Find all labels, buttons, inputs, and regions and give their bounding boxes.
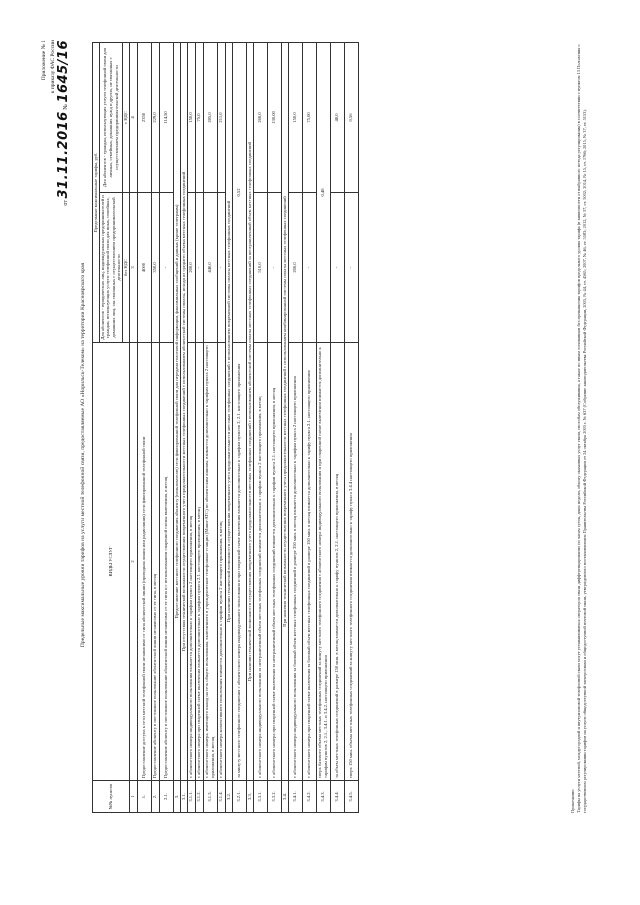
header-num: №№ пунктов xyxy=(93,781,130,813)
row-number: 2. xyxy=(151,781,159,813)
table-row xyxy=(232,43,246,813)
row-number: 3.4.1. xyxy=(288,781,302,813)
index-cell: 1 xyxy=(129,781,137,813)
section-heading: При наличии технической возможности осуществления повременного учета продолжительности местных телефонных соединений с использованием повременной системы оплаты местных телефонных соединений xyxy=(225,43,232,781)
tariff-citizens: 75,00 xyxy=(302,43,316,193)
row-number: 3.1.1. xyxy=(187,781,195,813)
section-heading: При отсутствии технической возможности осуществления повременного учета продолжительности местных телефонных соединений с использованием абонентской системы оплаты, исходя из среднего объема местных телефонных соединений xyxy=(180,43,187,781)
row-number: 2.1. xyxy=(159,781,173,813)
table-row xyxy=(217,43,225,813)
table-row xyxy=(330,43,344,813)
row-number: 3.2.1. xyxy=(232,781,246,813)
header-legal: Для абонентов - юридических лиц, индивидуальных предпринимателей и граждан, использующих услуги телефонной связи для иных, семейных, домашних лиц, так связанных с осуществлением предпринимательской деятельности xyxy=(99,193,122,343)
tariff-table xyxy=(92,42,359,813)
row-number: 3.1.4. xyxy=(217,781,225,813)
service-description: сверх 150 мин. объема местных телефонных соединений за минуту местного телефонного соединения взимается дополнительно к тарифу пункта 3.4.4 настоящего приложения xyxy=(344,343,358,781)
index-cell: 2 xyxy=(129,343,137,781)
tariff-legal: - xyxy=(302,193,316,343)
service-description: за объем местных телефонных соединений в размере 150 мин. в месяц взимается дополнительно к тарифу пунктов 2, 2.1. настоящего приложения, в месяц xyxy=(330,343,344,781)
table-row xyxy=(159,43,173,813)
tariff-citizens: 48,0 xyxy=(330,43,344,193)
handwritten-number: 1645/16 xyxy=(56,40,71,103)
service-description: с абонентского номера, имеющего выход на сеть общего пользования, включенного в учрежденческие телефонные станции (Мини-АТС) по абонентским линиям, взимается дополнительно к тарифам пункта 2 настоящего приложения, в месяц xyxy=(203,343,217,781)
tariff-legal: - xyxy=(344,193,358,343)
header-citizens: Для абонентов - граждан, использующих услуги телефонной связи для личных, семейных, домашних нужд и других, не связанных с осуществлением предпринимательской деятельности xyxy=(99,43,122,193)
row-number: 1. xyxy=(137,781,151,813)
table-body xyxy=(137,43,358,813)
table-row xyxy=(203,43,217,813)
service-description: с абонентского номера индивидуального пользования взимается дополнительно к тарифам пункта 2 настоящего приложения, в месяц xyxy=(187,343,195,781)
service-description: Предоставление доступа к сети местной телефонной связи независимо от типа абонентской линии (проводная линия или радиолиния) сети фиксированной телефонной связи xyxy=(137,343,151,781)
header-service: ВИДЫ УСЛУГ xyxy=(93,343,130,781)
index-cell: 3 xyxy=(129,193,137,343)
tariff-citizens: 130,00 xyxy=(267,43,281,193)
annex-date-number xyxy=(56,40,71,206)
row-number: 3. xyxy=(173,781,180,813)
tariff-legal: 200,0 xyxy=(288,193,302,343)
header-tariffs-group: Предельные максимальные тарифы, руб. xyxy=(93,43,100,343)
annex-order-ref: к приказу ФАС России xyxy=(50,40,56,94)
row-number: 3.3.1. xyxy=(253,781,267,813)
service-description: с абонентского номера индивидуального пользования за базовый объем местных телефонных соединений в размере 350 мин. в месяц взимается дополнительно к тарифам пункта 2 настоящего приложения xyxy=(288,343,302,781)
index-cell: 4 xyxy=(129,43,137,193)
number-prefix: № xyxy=(63,104,69,110)
tariff-citizens: 2350 xyxy=(137,43,151,193)
service-description: с абонентского номера при спаренной схеме включения за неограниченный объем местных телефонных соединений взимается дополнительно к тарифам пункта 2.1. настоящего приложения, в месяц xyxy=(267,343,281,781)
tariff-legal: 440,0 xyxy=(203,193,217,343)
service-description: с абонентского номера при спаренной схеме включения взимается дополнительно к тарифам пункта 2.1. настоящего приложения, в месяц xyxy=(195,343,203,781)
tariff-legal: - xyxy=(195,193,203,343)
table-row xyxy=(281,43,288,813)
table-row xyxy=(195,43,203,813)
tariff-legal: 350,0 xyxy=(151,193,159,343)
tariff-legal: - xyxy=(217,193,225,343)
notes-label: Примечание: xyxy=(570,788,575,813)
tariff-merged: 0,52 xyxy=(232,43,246,343)
annex-label: Приложение № 1 xyxy=(41,40,47,81)
table-row xyxy=(151,43,159,813)
tariff-citizens: 150,0 xyxy=(187,43,195,193)
header-no-vat: без НДС xyxy=(122,193,129,343)
tariff-legal: 510,0 xyxy=(253,193,267,343)
row-number: 3.2. xyxy=(225,781,232,813)
row-number: 3.1.2. xyxy=(195,781,203,813)
tariff-legal: - xyxy=(267,193,281,343)
tariff-legal: - xyxy=(330,193,344,343)
service-description: с абонентского номера коллективного пользования взимается дополнительно к тарифам пункта 2 настоящего приложения, в месяц xyxy=(217,343,225,781)
table-row xyxy=(187,43,195,813)
row-number: 3.4.3. xyxy=(316,781,330,813)
date-prefix: от xyxy=(63,200,69,206)
table-row xyxy=(225,43,232,813)
row-number: 3.3.2. xyxy=(267,781,281,813)
header-with-vat: с НДС xyxy=(122,43,129,193)
tariff-merged: 0,48 xyxy=(316,43,330,343)
service-description: с абонентского номера индивидуального пользования за неограниченный объем местных телефонных соединений взимается дополнительно к тарифам пункта 2 настоящего приложения, в месяц xyxy=(253,343,267,781)
table-row xyxy=(137,43,151,813)
section-heading: Предоставление местного телефонного соединения абоненту (пользователю) сети фиксированной телефонной связи для передачи голосовой информации, факсимильных сообщений и данных (кроме телеграмм) xyxy=(173,43,180,781)
table-row xyxy=(267,43,281,813)
row-number: 3.4.2. xyxy=(302,781,316,813)
table-row xyxy=(173,43,180,813)
row-number: 3.3. xyxy=(246,781,253,813)
notes xyxy=(570,43,588,813)
table-row xyxy=(246,43,253,813)
service-description: сверх базового объема местных телефонных соединений за минуту местного телефонного соединения с абонентского номера индивидуального пользования и при спаренной схеме включения взимается дополнительно к тарифам пунктов 2, 2.1., 3.4.1. и 3.4.2. настоящего приложения xyxy=(316,343,330,781)
row-number: 3.4.5. xyxy=(344,781,358,813)
tariff-legal: - xyxy=(159,193,173,343)
handwritten-date: 31.11.2016 xyxy=(56,111,71,199)
tariff-citizens: 75,0 xyxy=(195,43,203,193)
tariff-citizens: 285,0 xyxy=(203,43,217,193)
table-row xyxy=(316,43,330,813)
service-description: с абонентского номера при спаренной схеме включения за базовый объем местных телефонных соединений в размере 150 мин. в месяц взимается дополнительно к тарифу пункта 2.1. настоящего приложения xyxy=(302,343,316,781)
row-number: 3.4.4. xyxy=(330,781,344,813)
table-row xyxy=(302,43,316,813)
service-description: Предоставление абоненту в постоянное пользование абонентской линии независимо от ее типа и с использованием спаренной схемы включения, в месяц xyxy=(159,343,173,781)
row-number: 3.1.3. xyxy=(203,781,217,813)
section-heading: При наличии технической возможности осуществления повременного учета продолжительности местных телефонных соединений с использованием комбинированной системы оплаты местных телефонных соединений xyxy=(281,43,288,781)
tariff-legal: 4000 xyxy=(137,193,151,343)
tariff-citizens: 211,0 xyxy=(217,43,225,193)
tariff-citizens: 150,0 xyxy=(288,43,302,193)
document-title: Предельные максимальные уровни тарифов на услуги местной телефонной связи, предоставляемые АО «Норильск-Телеком» на территории Красноярского края xyxy=(80,262,86,648)
table-row xyxy=(253,43,267,813)
tariff-citizens: 229,0 xyxy=(151,43,159,193)
row-number: 3.1. xyxy=(180,781,187,813)
service-description: за минуту местного телефонного соединения с абонентского номера индивидуального пользования и при спаренной схеме включения взимается дополнительно к тарифам пунктов 2, 2.1. настоящего приложения xyxy=(232,343,246,781)
table-row xyxy=(344,43,358,813)
table-row xyxy=(180,43,187,813)
tariff-citizens: 260,0 xyxy=(253,43,267,193)
service-description: Предоставление абоненту в постоянное пользование абонентской линии независимо от ее типа, в месяц xyxy=(151,343,159,781)
row-number: 3.4. xyxy=(281,781,288,813)
notes-text: Тарифы на услуги местной, междугородной и внутризоновой телефонной связи могут устанавливаться оператором связи дифференцированно по часам суток, дням недели, объему оказанных услуг связи, способам обслуживания, а также по иным основаниям без превышения тарифов предельного уровня тарифа (в зависимости от выбранного метода регулирования) в соответствии с пунктом 13 Положения о государственном регулировании тарифов на услуги общедоступной электросвязи и общедоступной почтовой связи, утвержденного постановлением Правительства Российской Федерации от 24 октября 2005 г. № 637 (Собрание законодательства Российской Федерации, 2005, № 44, ст. 4565; 2007, № 46, ст. 5583; 2012, № 37, ст. 5002; 2014, № 15, ст. 1766; 2015, № 37, ст. 5153). xyxy=(576,44,587,813)
section-heading: При наличии технической возможности осуществления повременного учета продолжительности местных телефонных соединений с использованием абонентской системы оплаты местных телефонных соединений за неограниченный объем местных телефонных соединений xyxy=(246,43,253,781)
tariff-citizens: 0,56 xyxy=(344,43,358,193)
tariff-citizens: 114,50 xyxy=(159,43,173,193)
tariff-legal: 200,0 xyxy=(187,193,195,343)
table-row xyxy=(288,43,302,813)
